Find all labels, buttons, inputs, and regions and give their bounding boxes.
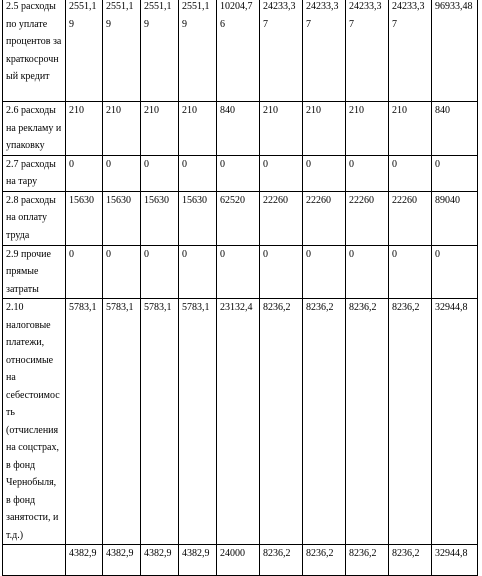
- table-cell: 0: [141, 245, 179, 299]
- table-row: [3, 545, 478, 576]
- table-cell: 15630: [141, 191, 179, 245]
- table-cell: 840: [217, 102, 260, 156]
- table-cell: 0: [389, 155, 432, 191]
- table-cell: 22260: [303, 191, 346, 245]
- table-row: [3, 0, 478, 102]
- table-cell: 0: [179, 155, 217, 191]
- table-cell: 32944,8: [432, 545, 478, 576]
- table-cell: 2551,19: [103, 0, 141, 102]
- table-cell: 2551,19: [179, 0, 217, 102]
- table-cell: 210: [260, 102, 303, 156]
- table-cell: 15630: [179, 191, 217, 245]
- table-row: [3, 245, 478, 299]
- table-row: [3, 191, 478, 245]
- table-cell: 8236,2: [303, 545, 346, 576]
- table-cell: 0: [260, 245, 303, 299]
- table-cell: 0: [389, 245, 432, 299]
- table-cell: 210: [303, 102, 346, 156]
- table-cell: 5783,1: [66, 299, 103, 545]
- table-cell: 210: [141, 102, 179, 156]
- table-cell: 8236,2: [346, 545, 389, 576]
- table-cell: 840: [432, 102, 478, 156]
- table-cell: 0: [66, 155, 103, 191]
- table-cell: 0: [303, 155, 346, 191]
- table-cell: 210: [179, 102, 217, 156]
- row-label: 2.6 расходы на рекламу и упаковку: [3, 102, 66, 156]
- table-cell: 24000: [217, 545, 260, 576]
- row-label: [3, 545, 66, 576]
- table-cell: 210: [66, 102, 103, 156]
- table-cell: 22260: [346, 191, 389, 245]
- table-cell: 22260: [260, 191, 303, 245]
- table-cell: 5783,1: [103, 299, 141, 545]
- table-cell: 0: [217, 155, 260, 191]
- table-cell: 62520: [217, 191, 260, 245]
- table-cell: 5783,1: [141, 299, 179, 545]
- table-cell: 0: [217, 245, 260, 299]
- table-cell: 2551,19: [141, 0, 179, 102]
- table-cell: 210: [346, 102, 389, 156]
- table-cell: 0: [346, 155, 389, 191]
- table-cell: 210: [103, 102, 141, 156]
- table-cell: 23132,4: [217, 299, 260, 545]
- table-cell: 15630: [66, 191, 103, 245]
- table-cell: 5783,1: [179, 299, 217, 545]
- table-cell: 0: [66, 245, 103, 299]
- row-label: 2.8 расходы на оплату труда: [3, 191, 66, 245]
- table-cell: 0: [432, 155, 478, 191]
- table-cell: 8236,2: [389, 299, 432, 545]
- row-label: 2.9 прочие прямые затраты: [3, 245, 66, 299]
- table-cell: 0: [141, 155, 179, 191]
- table-cell: 24233,37: [346, 0, 389, 102]
- table-cell: 8236,2: [260, 299, 303, 545]
- expense-table: [2, 0, 478, 576]
- table-cell: 0: [103, 245, 141, 299]
- table-row: [3, 155, 478, 191]
- table-cell: 4382,9: [103, 545, 141, 576]
- table-cell: 15630: [103, 191, 141, 245]
- row-label: 2.5 расходы по уплате процентов за краткосрочный кредит: [3, 0, 66, 102]
- table-cell: 4382,9: [66, 545, 103, 576]
- table-cell: 210: [389, 102, 432, 156]
- table-cell: 4382,9: [179, 545, 217, 576]
- table-cell: 24233,37: [389, 0, 432, 102]
- table-cell: 22260: [389, 191, 432, 245]
- table-row: [3, 102, 478, 156]
- table-cell: 4382,9: [141, 545, 179, 576]
- table-cell: 24233,37: [303, 0, 346, 102]
- table-cell: 0: [432, 245, 478, 299]
- table-cell: 0: [346, 245, 389, 299]
- table-cell: 24233,37: [260, 0, 303, 102]
- table-cell: 8236,2: [346, 299, 389, 545]
- table-cell: 8236,2: [303, 299, 346, 545]
- table-cell: 10204,76: [217, 0, 260, 102]
- table-cell: 0: [260, 155, 303, 191]
- table-cell: 2551,19: [66, 0, 103, 102]
- table-cell: 89040: [432, 191, 478, 245]
- table-cell: 0: [179, 245, 217, 299]
- table-cell: 8236,2: [260, 545, 303, 576]
- row-label: 2.7 расходы на тару: [3, 155, 66, 191]
- table-cell: 0: [103, 155, 141, 191]
- table-cell: 0: [303, 245, 346, 299]
- table-cell: 8236,2: [389, 545, 432, 576]
- table-cell: 96933,48: [432, 0, 478, 102]
- table-cell: 32944,8: [432, 299, 478, 545]
- row-label: 2.10 налоговые платежи, относимые на себестоимость (отчисления на соцстрах, в фонд Чернобыля, в фонд занятости, и т.д.): [3, 299, 66, 545]
- table-row: [3, 299, 478, 545]
